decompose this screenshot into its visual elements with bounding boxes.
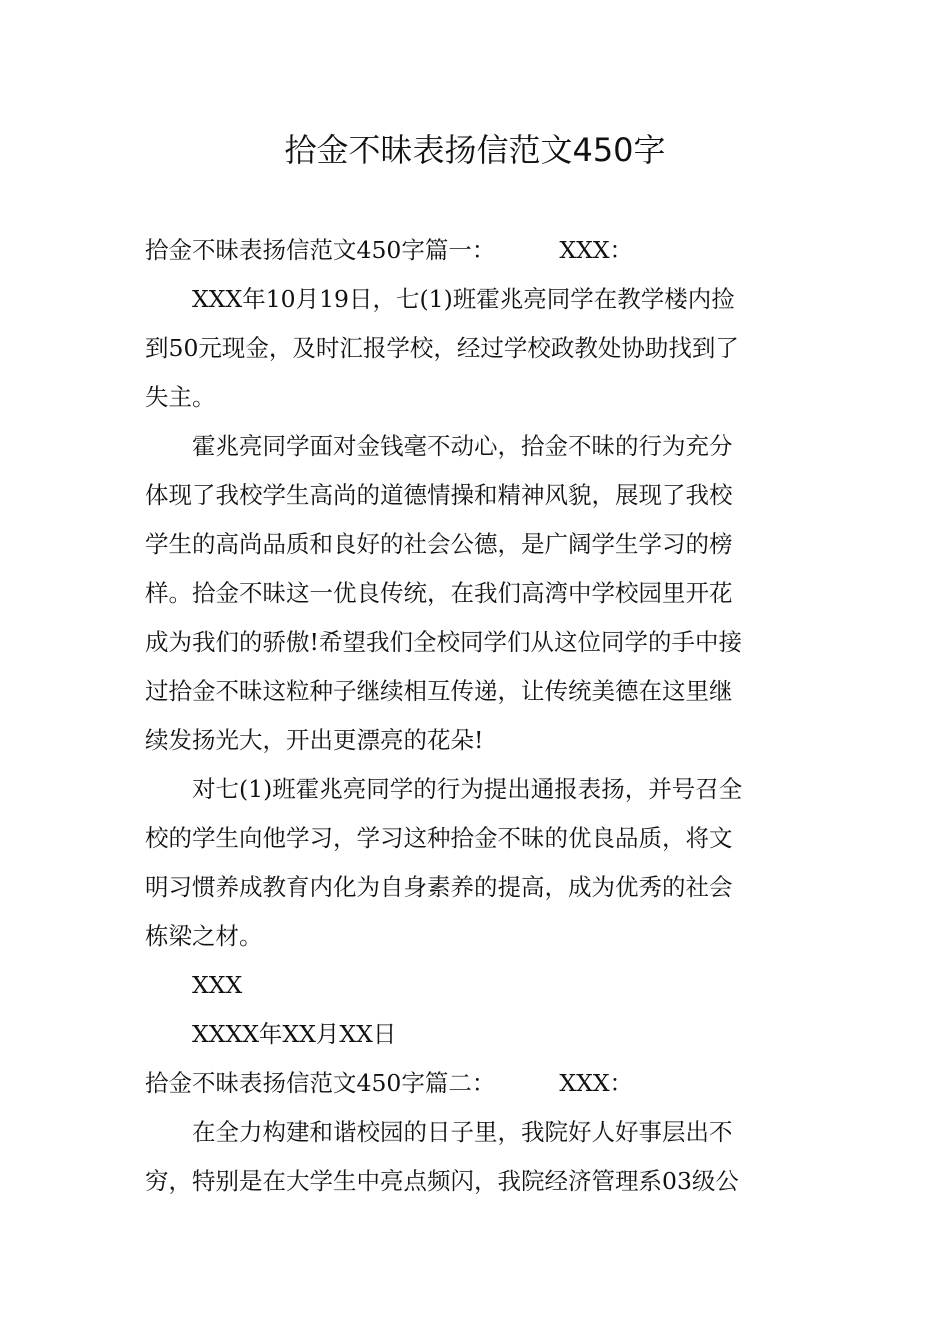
salutation: XXX： xyxy=(559,1069,634,1097)
document-title: 拾金不昧表扬信范文450字 xyxy=(284,131,666,169)
text-line: 到50元现金，及时汇报学校，经过学校政教处协助找到了 xyxy=(145,334,739,362)
text-line: 校的学生向他学习，学习这种拾金不昧的优良品质，将文 xyxy=(145,824,733,852)
text-line: 失主。 xyxy=(145,383,216,411)
text-line: 栋梁之材。 xyxy=(145,922,263,950)
document-body xyxy=(145,226,807,1206)
salutation: XXX： xyxy=(559,236,634,264)
text-line: 体现了我校学生高尚的道德情操和精神风貌，展现了我校 xyxy=(145,481,733,509)
text-line: 续发扬光大，开出更漂亮的花朵! xyxy=(145,726,484,754)
text-line: 明习惯养成教育内化为自身素养的提高，成为优秀的社会 xyxy=(145,873,733,901)
text-line: 对七(1)班霍兆亮同学的行为提出通报表扬，并号召全 xyxy=(192,775,743,803)
paragraph xyxy=(145,765,807,961)
text-line: 在全力构建和谐校园的日子里，我院好人好事层出不 xyxy=(192,1118,733,1146)
section-heading-text: 拾金不昧表扬信范文450字篇二： xyxy=(145,1069,496,1097)
text-line: 穷，特别是在大学生中亮点频闪，我院经济管理系03级公 xyxy=(145,1167,739,1195)
paragraph xyxy=(145,422,807,765)
signature: XXX xyxy=(192,971,243,999)
text-line: XXX年10月19日，七(1)班霍兆亮同学在教学楼内捡 xyxy=(192,285,735,313)
date: XXXX年XX月XX日 xyxy=(192,1020,397,1048)
section-heading-text: 拾金不昧表扬信范文450字篇一： xyxy=(145,236,496,264)
paragraph xyxy=(145,1108,807,1206)
text-line: 过拾金不昧这粒种子继续相互传递，让传统美德在这里继 xyxy=(145,677,733,705)
section-heading-2 xyxy=(145,1059,807,1108)
text-line: 霍兆亮同学面对金钱毫不动心，拾金不昧的行为充分 xyxy=(192,432,733,460)
text-line: 成为我们的骄傲!希望我们全校同学们从这位同学的手中接 xyxy=(145,628,742,656)
text-line: 样。拾金不昧这一优良传统，在我们高湾中学校园里开花 xyxy=(145,579,733,607)
section-heading-1 xyxy=(145,226,807,275)
text-line: 学生的高尚品质和良好的社会公德，是广阔学生学习的榜 xyxy=(145,530,733,558)
paragraph xyxy=(145,275,807,422)
